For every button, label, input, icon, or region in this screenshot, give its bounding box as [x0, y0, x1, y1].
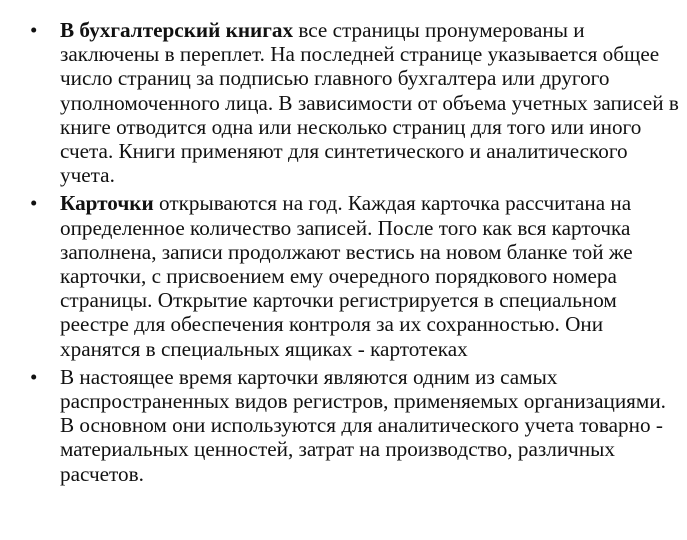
term-cards: Карточки	[60, 191, 154, 216]
bullet-icon: •	[30, 364, 38, 389]
bullet-text-current-usage: В настоящее время карточки являются одним из самых распространенных видов регистров, применяемых организациями. В основном они используются для аналитического учета товарно - материальных ценностей, затрат на производство, различных расчетов.	[60, 364, 666, 486]
bullet-icon: •	[30, 191, 38, 216]
bullet-text-books: все страницы пронумерованы и заключены в переплет. На последней странице указывается общее число страниц за подписью главного бухгалтера или другого уполномоченного лица. В зависимости от объема учетных записей в книге отводится одна или несколько страниц для того или иного счета. Книги применяют для синтетического и аналитического учета.	[60, 18, 679, 188]
bullet-text-cards: открываются на год. Каждая карточка рассчитана на определенное количество записей. После того как вся карточка заполнена, записи продолжают вестись на новом бланке той же карточки, с присвоением ему очередного порядкового номера страницы. Открытие карточки регистрируется в специальном реестре для обеспечения контроля за их сохранностью. Они хранятся в специальных ящиках - картотеках	[60, 191, 633, 361]
bullet-item-cards	[30, 191, 680, 360]
bullet-item-books	[30, 18, 680, 187]
bullet-icon: •	[30, 18, 38, 42]
term-books: В бухгалтерский книгах	[60, 18, 294, 42]
bullet-list	[30, 18, 680, 490]
bullet-item-current-usage	[30, 365, 680, 486]
